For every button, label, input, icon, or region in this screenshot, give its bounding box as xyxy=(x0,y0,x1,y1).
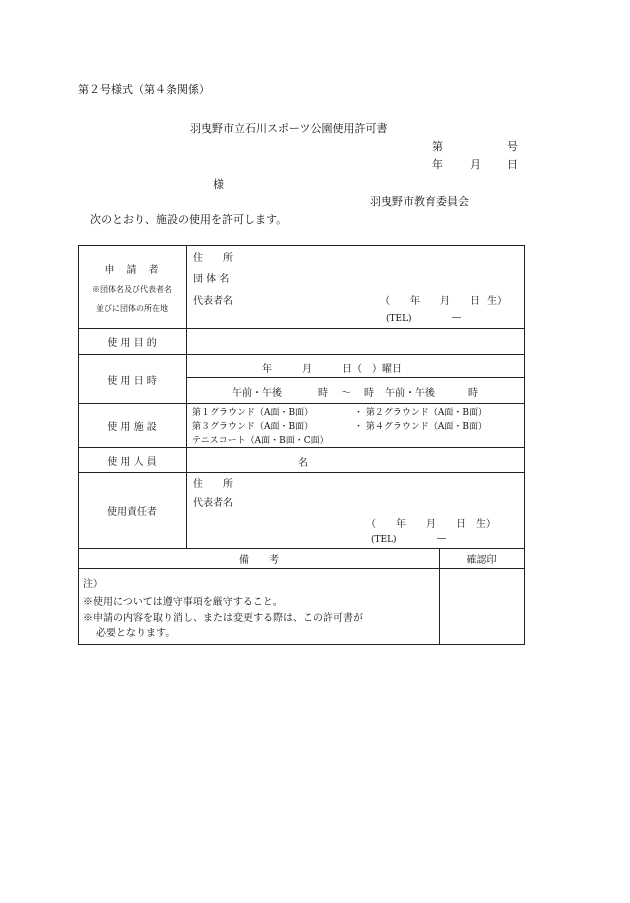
applicant-address-label: 住 所 xyxy=(193,253,233,264)
date-day: 日 xyxy=(507,158,518,171)
notes-line-2: ※申請の内容を取り消し、または変更する際は、この許可書が xyxy=(83,613,363,624)
form-number: 第２号様式（第４条関係） xyxy=(78,83,210,96)
manager-tel-dash: ― xyxy=(437,534,446,544)
facility-tennis: テニスコート（A面・B面・C面） xyxy=(192,436,329,446)
schedule-hour-2: 時 xyxy=(364,388,374,399)
schedule-ampm-2: 午前・午後 xyxy=(385,388,435,399)
persons-unit: 名 xyxy=(298,458,308,469)
confirm-seal-label: 確認印 xyxy=(466,554,497,566)
manager-address-label: 住 所 xyxy=(193,479,233,490)
schedule-label: 使 用 日 時 xyxy=(107,375,157,387)
number-dai: 第 xyxy=(432,140,443,153)
notes-line-1: ※使用については遵守事項を厳守すること。 xyxy=(83,597,283,608)
facility-ground-3: 第３グラウンド（A面・B面） xyxy=(192,422,314,432)
manager-rep-label: 代表者名 xyxy=(193,498,233,509)
schedule-tilde: ～ xyxy=(341,388,351,399)
applicant-label-cell xyxy=(79,246,185,328)
page-title: 羽曳野市立石川スポーツ公園使用許可書 xyxy=(190,122,388,135)
applicant-label: 申 請 者 xyxy=(104,264,160,276)
number-go: 号 xyxy=(507,140,518,153)
remarks-label: 備 考 xyxy=(239,554,279,566)
notes-line-3: 必要となります。 xyxy=(96,628,176,639)
issuer: 羽曳野市教育委員会 xyxy=(370,195,469,208)
applicant-rep-label: 代表者名 xyxy=(193,296,233,307)
applicant-note-1: ※団体名及び代表者名 xyxy=(92,284,172,294)
schedule-hour-1: 時 xyxy=(318,388,328,399)
applicant-tel-dash: ― xyxy=(452,313,461,323)
persons-label: 使 用 人 員 xyxy=(107,456,157,468)
schedule-hour-3: 時 xyxy=(468,388,478,399)
facility-ground-1: 第１グラウンド（A面・B面） xyxy=(192,408,314,418)
addressee-sama: 様 xyxy=(213,178,224,191)
applicant-group-label: 団 体 名 xyxy=(193,274,230,285)
facility-ground-2: ・ 第２グラウンド（A面・B面） xyxy=(354,408,487,418)
date-year: 年 xyxy=(432,158,443,171)
applicant-tel: (TEL) xyxy=(386,314,412,324)
facility-label: 使 用 施 設 xyxy=(107,421,157,433)
manager-tel: (TEL) xyxy=(371,535,397,545)
manager-birth: （ 年 月 日 生） xyxy=(366,519,496,530)
applicant-birth: （ 年 月 日 生） xyxy=(380,296,508,307)
applicant-note-2: 並びに団体の所在地 xyxy=(96,303,168,313)
schedule-date: 年 月 日（ ）曜日 xyxy=(262,364,402,375)
date-month: 月 xyxy=(470,158,481,171)
notes-head: 注） xyxy=(83,579,103,590)
purpose-label: 使 用 目 的 xyxy=(107,338,157,349)
schedule-ampm-1: 午前・午後 xyxy=(232,388,282,399)
intro-text: 次のとおり、施設の使用を許可します。 xyxy=(90,213,288,226)
manager-label: 使用責任者 xyxy=(107,507,157,518)
facility-ground-4: ・ 第４グラウンド（A面・B面） xyxy=(354,422,487,432)
